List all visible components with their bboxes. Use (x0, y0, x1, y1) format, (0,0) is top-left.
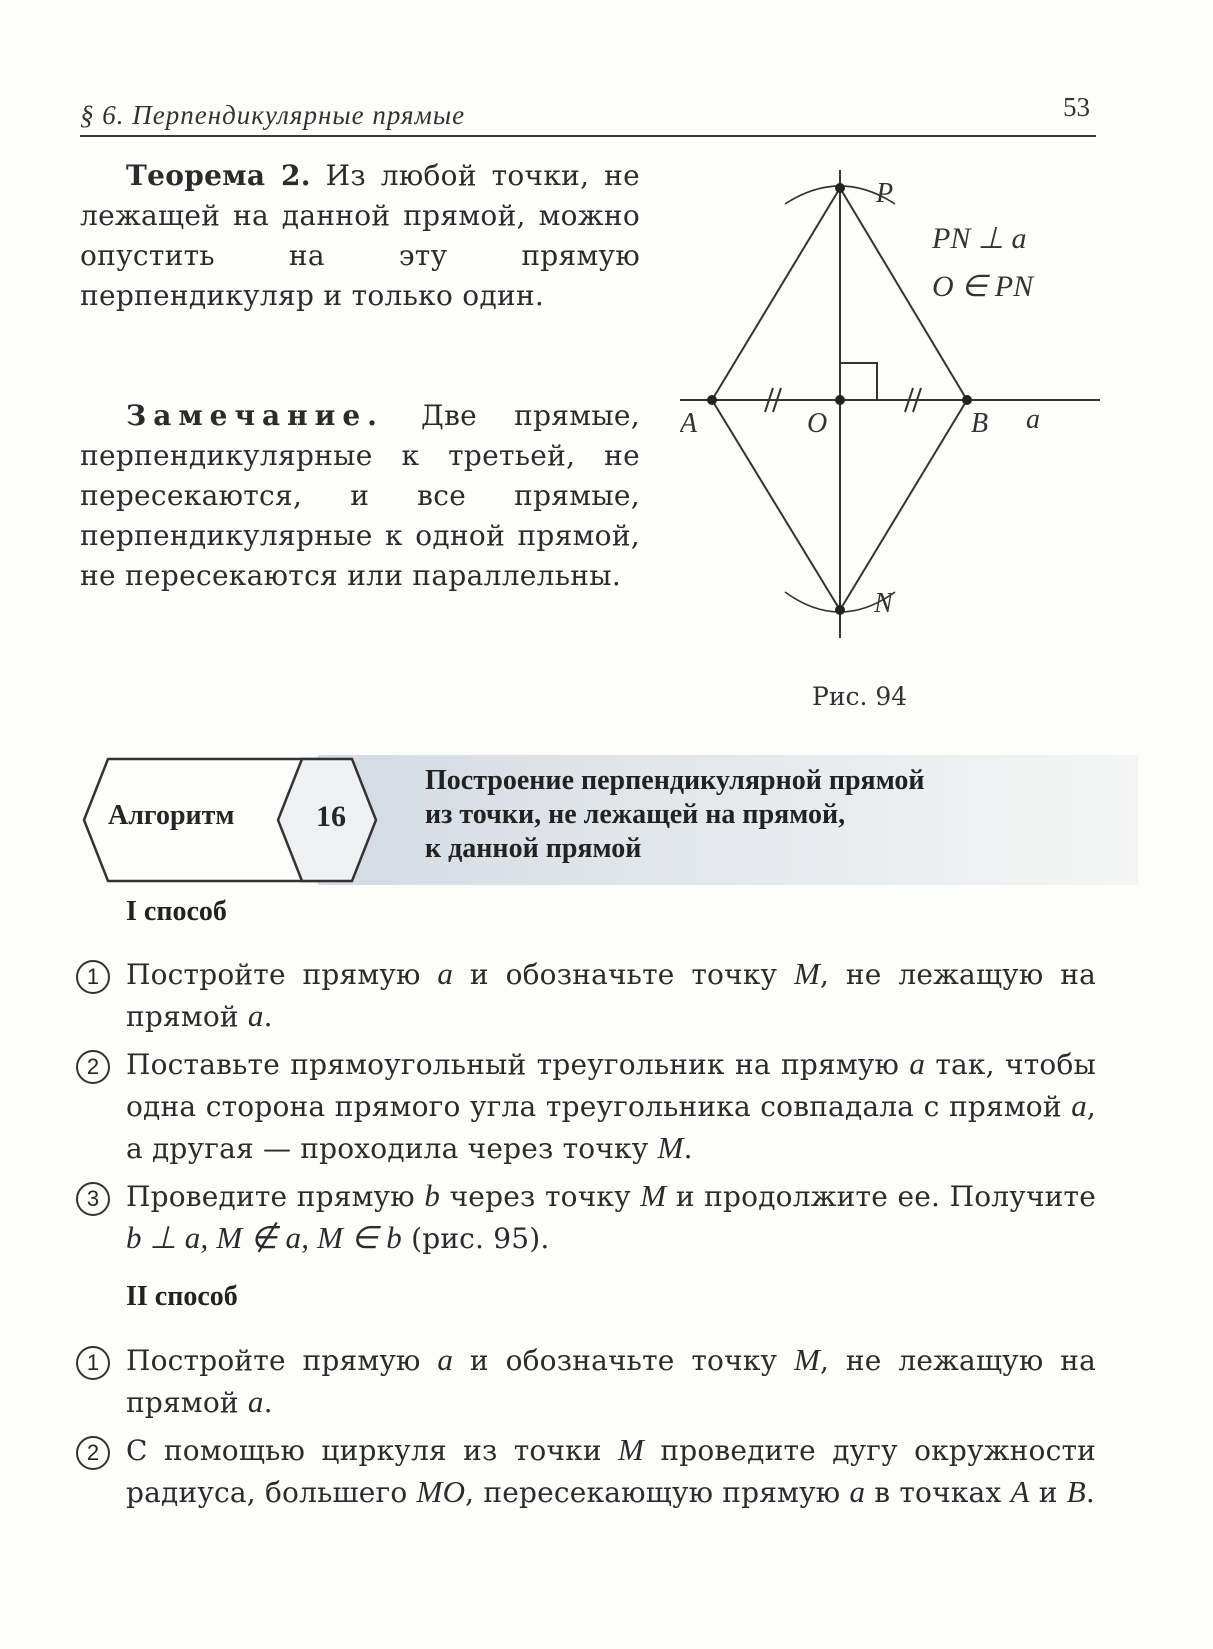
algorithm-label: Алгоритм (108, 800, 235, 831)
method-1-step-3-number: 3 (76, 1182, 110, 1216)
label-o: O (807, 408, 828, 439)
method-2-step-2-number: 2 (76, 1436, 110, 1470)
method-1-step-1-number: 1 (76, 960, 110, 994)
remark-label: Замечание. (126, 399, 384, 432)
figure-caption: Рис. 94 (812, 682, 908, 711)
theorem-text: Из любой точки, не лежащей на данной прямой, можно опустить на эту прямую перпендикуляр и только один. (80, 159, 640, 312)
label-n: N (874, 588, 893, 619)
label-line-a: a (1026, 404, 1040, 435)
page-number: 53 (1063, 92, 1090, 122)
algorithm-title-line-1: Построение перпендикулярной прямой (425, 765, 925, 796)
relation-o-in-pn: O ∈ PN (932, 270, 1034, 303)
method-2-heading: II способ (126, 1281, 238, 1312)
algorithm-title-line-2: из точки, не лежащей на прямой, (425, 799, 846, 830)
method-1-heading: I способ (126, 896, 227, 927)
segment-ap (712, 188, 840, 400)
theorem-paragraph (80, 156, 640, 316)
method-2-step-2-text: С помощью циркуля из точки M проведите дугу окружности радиуса, большего MO, пересекающую прямую a в точках A и B. (126, 1432, 1097, 1509)
method-1-step-2-number: 2 (76, 1050, 110, 1084)
point-o (835, 395, 845, 405)
method-1-step-2-text: Поставьте прямоугольный треугольник на прямую a так, чтобы одна сторона прямого угла треугольника совпадала с прямой a, а другая — проходила через точку M. (126, 1046, 1096, 1165)
label-b: B (971, 408, 989, 439)
point-n (835, 605, 845, 615)
relation-pn-perp-a: PN ⊥ a (932, 222, 1027, 255)
header-rule (80, 135, 1096, 137)
segment-bn (840, 400, 967, 610)
point-a (707, 395, 717, 405)
label-p: P (876, 178, 894, 209)
running-header: § 6. Перпендикулярные прямые (80, 100, 466, 130)
method-1-step-3-text: Проведите прямую b через точку M и продолжите ее. Получите b ⊥ a, M ∉ a, M ∈ b (рис. 95). (126, 1178, 1097, 1255)
theorem-label: Теорема 2. (126, 159, 311, 192)
method-2-step-1-text: Постройте прямую a и обозначьте точку M, не лежащую на прямой a. (126, 1342, 1096, 1419)
algorithm-title-line-3: к данной прямой (425, 833, 642, 864)
label-a-point: A (680, 408, 698, 439)
method-2-step-1-number: 1 (76, 1346, 110, 1380)
right-angle-mark (840, 363, 877, 400)
point-b (962, 395, 972, 405)
algorithm-number: 16 (316, 800, 346, 833)
remark-paragraph (80, 396, 640, 596)
algorithm-title (425, 764, 925, 866)
remark-text: Две прямые, перпендикулярные к третьей, не пересекаются, и все прямые, перпендикулярные к одной прямой, не пересекаются или параллельны. (80, 399, 640, 592)
point-p (835, 183, 845, 193)
method-1-step-1-text: Постройте прямую a и обозначьте точку M, не лежащую на прямой a. (126, 956, 1096, 1033)
figure-94 (680, 160, 1120, 680)
